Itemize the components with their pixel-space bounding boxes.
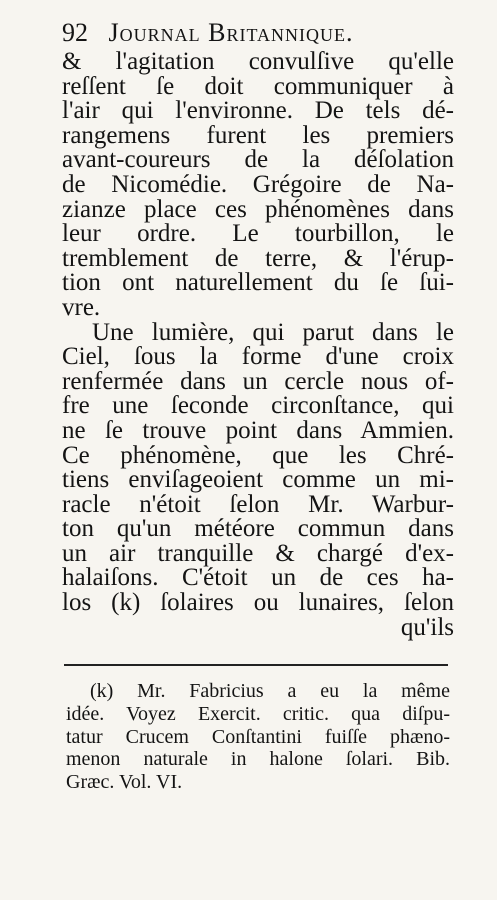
text-line: ne ſe trouve point dans Ammien. — [62, 416, 454, 444]
footnote-line: tatur Crucem Conſtantini fuiſſe phæno- — [66, 725, 450, 748]
text-line: Ce phénomène, que les Chré- — [62, 441, 454, 469]
main-text — [62, 50, 454, 640]
text-line: Une lumière, qui parut dans le — [92, 318, 454, 346]
text-line: avant-coureurs de la déſolation — [62, 146, 454, 174]
text-line: renfermée dans un cercle nous of- — [62, 367, 454, 395]
text-line: zianze place ces phénomènes dans — [62, 195, 454, 223]
text-line: racle n'étoit ſelon Mr. Warbur- — [62, 490, 454, 518]
text-line: fre une ſeconde circonſtance, qui — [62, 392, 454, 420]
page-header — [62, 18, 354, 48]
text-line: leur ordre. Le tourbillon, le — [62, 220, 454, 248]
footnote-line: menon naturale in halone ſolari. Bib. — [66, 748, 450, 771]
running-title: Journal Britannique. — [108, 18, 354, 47]
text-line: tremblement de terre, & l'érup- — [62, 244, 454, 272]
text-line: vre. — [62, 293, 101, 321]
text-line: tion ont naturellement du ſe ſui- — [62, 269, 454, 297]
footnote-rule — [64, 664, 448, 666]
text-line: reſſent ſe doit communiquer à — [62, 72, 454, 100]
text-line: un air tranquille & chargé d'ex- — [62, 539, 454, 567]
text-line: ton qu'un météore commun dans — [62, 515, 454, 543]
text-line: halaiſons. C'étoit un de ces ha- — [62, 564, 454, 592]
page-number: 92 — [62, 18, 88, 47]
text-line: & l'agitation convulſive qu'elle — [62, 48, 454, 75]
footnote — [66, 680, 450, 794]
text-line: l'air qui l'environne. De tels dé- — [62, 97, 454, 125]
footnote-line: (k) Mr. Fabricius a eu la même — [90, 680, 450, 702]
text-line: de Nicomédie. Grégoire de Na- — [62, 170, 454, 198]
text-line: rangemens furent les premiers — [62, 121, 454, 149]
catchword: qu'ils — [400, 613, 454, 641]
footnote-line: idée. Voyez Exercit. critic. qua diſpu- — [66, 702, 450, 725]
footnote-line: Græc. Vol. VI. — [66, 771, 183, 794]
text-line: los (k) ſolaires ou lunaires, ſelon — [62, 589, 454, 617]
text-line: tiens enviſageoient comme un mi- — [62, 466, 454, 494]
text-line: Ciel, ſous la forme d'une croix — [62, 343, 454, 371]
